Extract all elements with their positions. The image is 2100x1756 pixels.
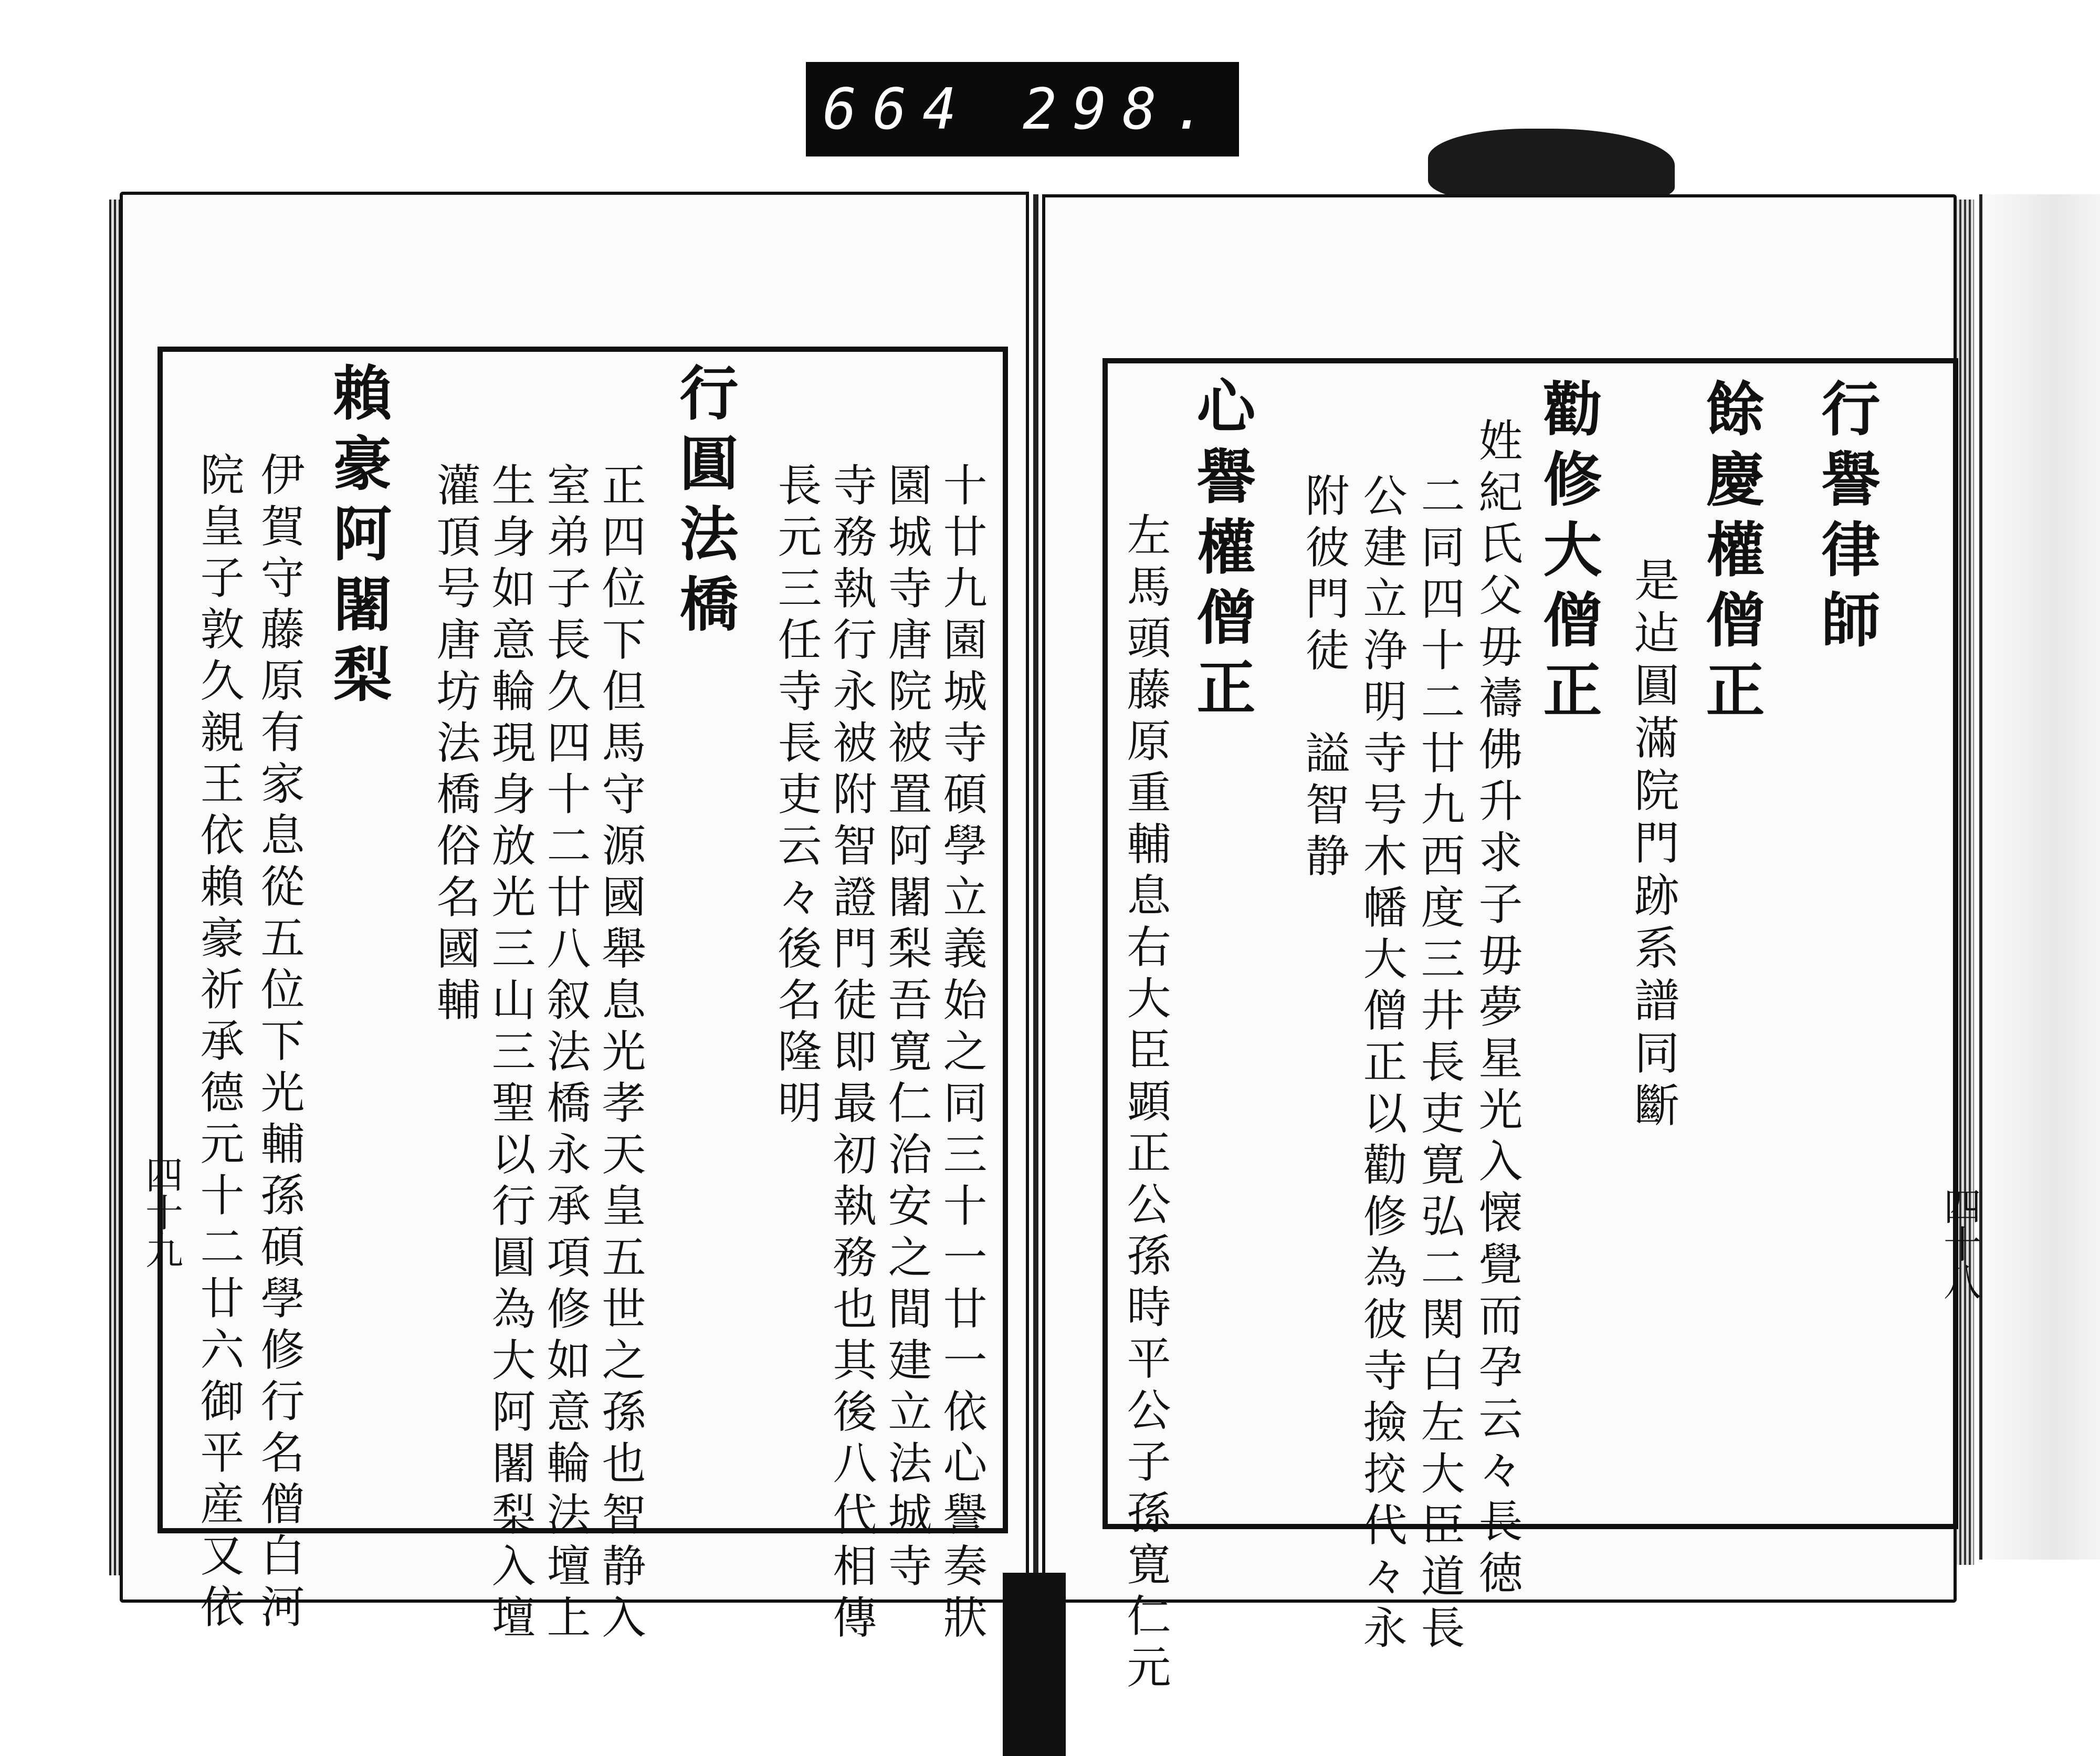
left-folio-number: 四十九 xyxy=(139,1155,183,1269)
left-body-line-10: 院皇子敦久親王依賴豪祈承德元十二廿六御平産又依 xyxy=(193,452,245,1635)
right-body-line-5: 左馬頭藤原重輔息右大臣顕正公孫時平公子孫寛仁元 xyxy=(1120,512,1171,1696)
book-gutter xyxy=(1033,194,1038,1591)
left-body-line-2: 園城寺唐院被置阿闍梨吾寛仁治安之間建立法城寺 xyxy=(881,462,932,1594)
right-body-line-3: 公建立浄明寺号木幡大僧正以勸修為彼寺撿挍代々永 xyxy=(1356,473,1408,1656)
right-heading-shinyo: 心譽權僧正 xyxy=(1187,375,1256,727)
left-body-line-3: 寺務執行永被附智證門徒即最初執務也其後八代相傳 xyxy=(826,462,877,1646)
frame-number-left: 664 xyxy=(822,76,972,142)
frame-number-right: 298. xyxy=(1023,76,1223,142)
adjacent-page-edge xyxy=(1979,194,2100,1560)
right-body-line-2: 二同四十二廿九西度三井長吏寛弘二関白左大臣道長 xyxy=(1414,473,1465,1656)
right-folio-number: 四十八 xyxy=(1937,1187,1981,1300)
damage-blot xyxy=(1428,129,1675,202)
left-heading-raigo: 賴豪阿闍梨 xyxy=(323,362,392,714)
book-spine xyxy=(1003,1573,1066,1756)
right-body-line-4: 附彼門徒 謚智静 xyxy=(1298,473,1350,884)
left-body-line-8: 灌頂号唐坊法橋俗名國輔 xyxy=(429,462,481,1028)
left-body-line-9: 伊賀守藤原有家息從五位下光輔孫碩學修行名僧白河 xyxy=(254,452,305,1635)
right-heading-yokei: 餘慶權僧正 xyxy=(1696,378,1765,730)
right-note-lineage: 是迠圓滿院門跡系譜同斷 xyxy=(1626,557,1679,1134)
right-heading-gyoyo: 行譽律師 xyxy=(1812,378,1881,660)
left-body-line-7: 生身如意輪現身放光三山三聖以行圓為大阿闍梨入壇 xyxy=(485,462,536,1646)
left-body-line-6: 室弟子長久四十二廿八叙法橋永承項修如意輪法壇上 xyxy=(540,462,591,1646)
right-body-line-1: 姓紀氏父毋禱佛升求子毋夢星光入懐覺而孕云々長徳 xyxy=(1472,417,1523,1601)
left-body-line-1: 十廿九園城寺碩學立義始之同三十一廿一依心譽奏狀 xyxy=(936,462,988,1646)
microfilm-frame-label xyxy=(806,62,1239,156)
left-body-line-4: 長元三任寺長吏云々後名隆明 xyxy=(771,462,822,1131)
left-heading-gyoen: 行圓法橋 xyxy=(670,362,739,644)
right-heading-kanshu: 勸修大僧正 xyxy=(1534,378,1602,730)
left-body-line-5: 正四位下但馬守源國舉息光孝天皇五世之孫也智静入 xyxy=(595,462,646,1646)
